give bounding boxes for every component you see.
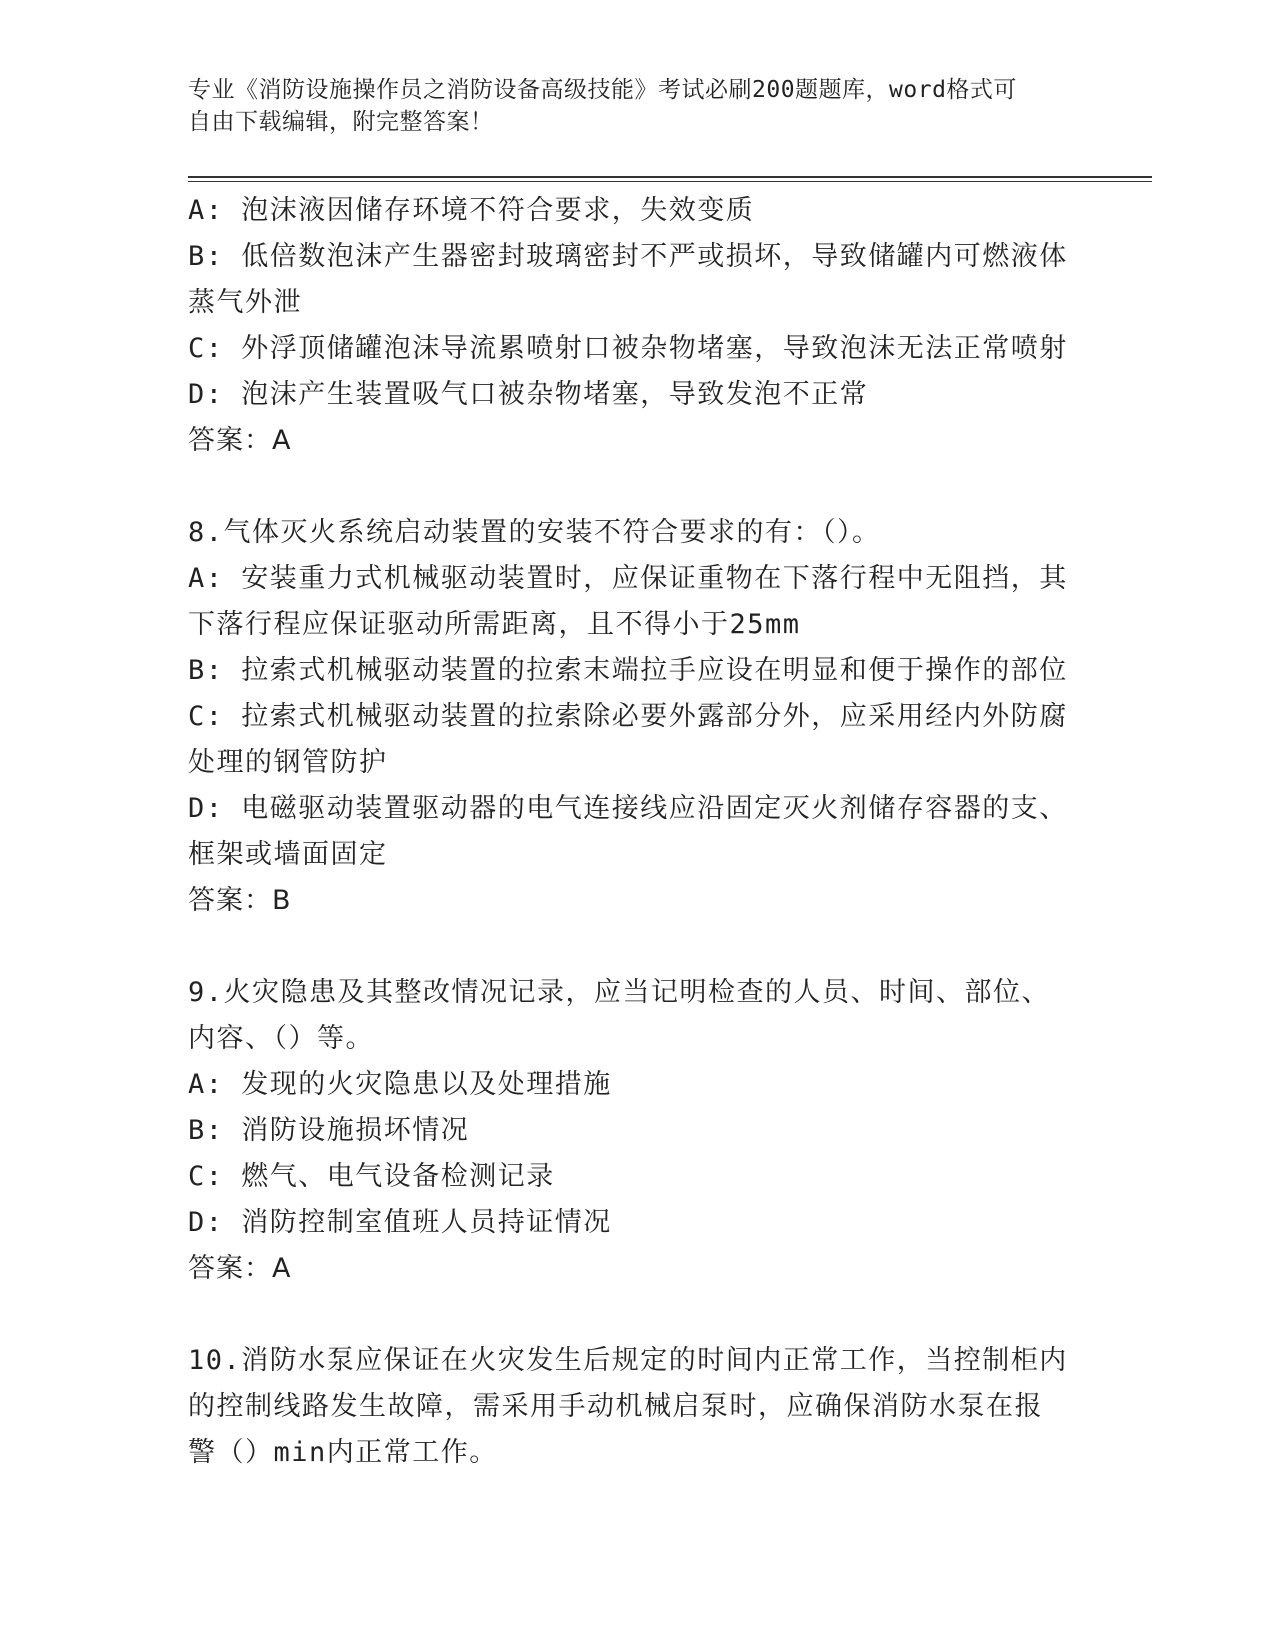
question-text-line-3: 警（）min内正常工作。: [188, 1437, 498, 1468]
option-d: D: 消防控制室值班人员持证情况: [188, 1207, 612, 1238]
option-a: A: 发现的火灾隐患以及处理措施: [188, 1069, 612, 1100]
option-c: C: 外浮顶储罐泡沫导流累喷射口被杂物堵塞，导致泡沫无法正常喷射: [188, 333, 1068, 364]
spacer: [188, 924, 1088, 970]
option-b-line-2: 蒸气外泄: [188, 287, 302, 318]
option-a: A: 泡沫液因储存环境不符合要求，失效变质: [188, 195, 755, 226]
question-text: 8.气体灭火系统启动装置的安装不符合要求的有：（）。: [188, 517, 881, 548]
question-list: [188, 188, 1088, 1476]
header-line-2: 自由下载编辑，附完整答案！: [188, 109, 494, 135]
option-b-line-1: B: 低倍数泡沫产生器密封玻璃密封不严或损坏，导致储罐内可燃液体: [188, 241, 1068, 272]
question-10: [188, 1338, 1088, 1476]
question-text-line-1: 10.消防水泵应保证在火灾发生后规定的时间内正常工作，当控制柜内: [188, 1345, 1068, 1376]
answer: 答案：A: [188, 1253, 292, 1284]
answer: 答案：B: [188, 885, 292, 916]
spacer: [188, 1292, 1088, 1338]
question-9: [188, 970, 1088, 1292]
option-b: B: 拉索式机械驱动装置的拉索末端拉手应设在明显和便于操作的部位: [188, 655, 1068, 686]
question-text-line-2: 的控制线路发生故障，需采用手动机械启泵时，应确保消防水泵在报: [188, 1391, 1043, 1422]
header-divider-thick: [188, 176, 1152, 178]
header-divider-thin: [188, 181, 1152, 182]
answer: 答案：A: [188, 425, 292, 456]
document-header: [188, 74, 1068, 138]
question-text-line-2: 内容、（）等。: [188, 1023, 374, 1054]
option-a-line-1: A: 安装重力式机械驱动装置时，应保证重物在下落行程中无阻挡，其: [188, 563, 1068, 594]
question-7-options: [188, 188, 1088, 464]
option-c-line-2: 处理的钢管防护: [188, 747, 388, 778]
option-a-line-2: 下落行程应保证驱动所需距离，且不得小于25mm: [188, 609, 801, 640]
spacer: [188, 464, 1088, 510]
question-8: [188, 510, 1088, 924]
option-d-line-1: D: 电磁驱动装置驱动器的电气连接线应沿固定灭火剂储存容器的支、: [188, 793, 1068, 824]
option-c-line-1: C: 拉索式机械驱动装置的拉索除必要外露部分外，应采用经内外防腐: [188, 701, 1068, 732]
option-d: D: 泡沫产生装置吸气口被杂物堵塞，导致发泡不正常: [188, 379, 869, 410]
header-line-1: 专业《消防设施操作员之消防设备高级技能》考试必刷200题题库，word格式可: [188, 77, 1017, 103]
question-text-line-1: 9.火灾隐患及其整改情况记录，应当记明检查的人员、时间、部位、: [188, 977, 1051, 1008]
option-c: C: 燃气、电气设备检测记录: [188, 1161, 555, 1192]
option-b: B: 消防设施损坏情况: [188, 1115, 470, 1146]
option-d-line-2: 框架或墙面固定: [188, 839, 388, 870]
